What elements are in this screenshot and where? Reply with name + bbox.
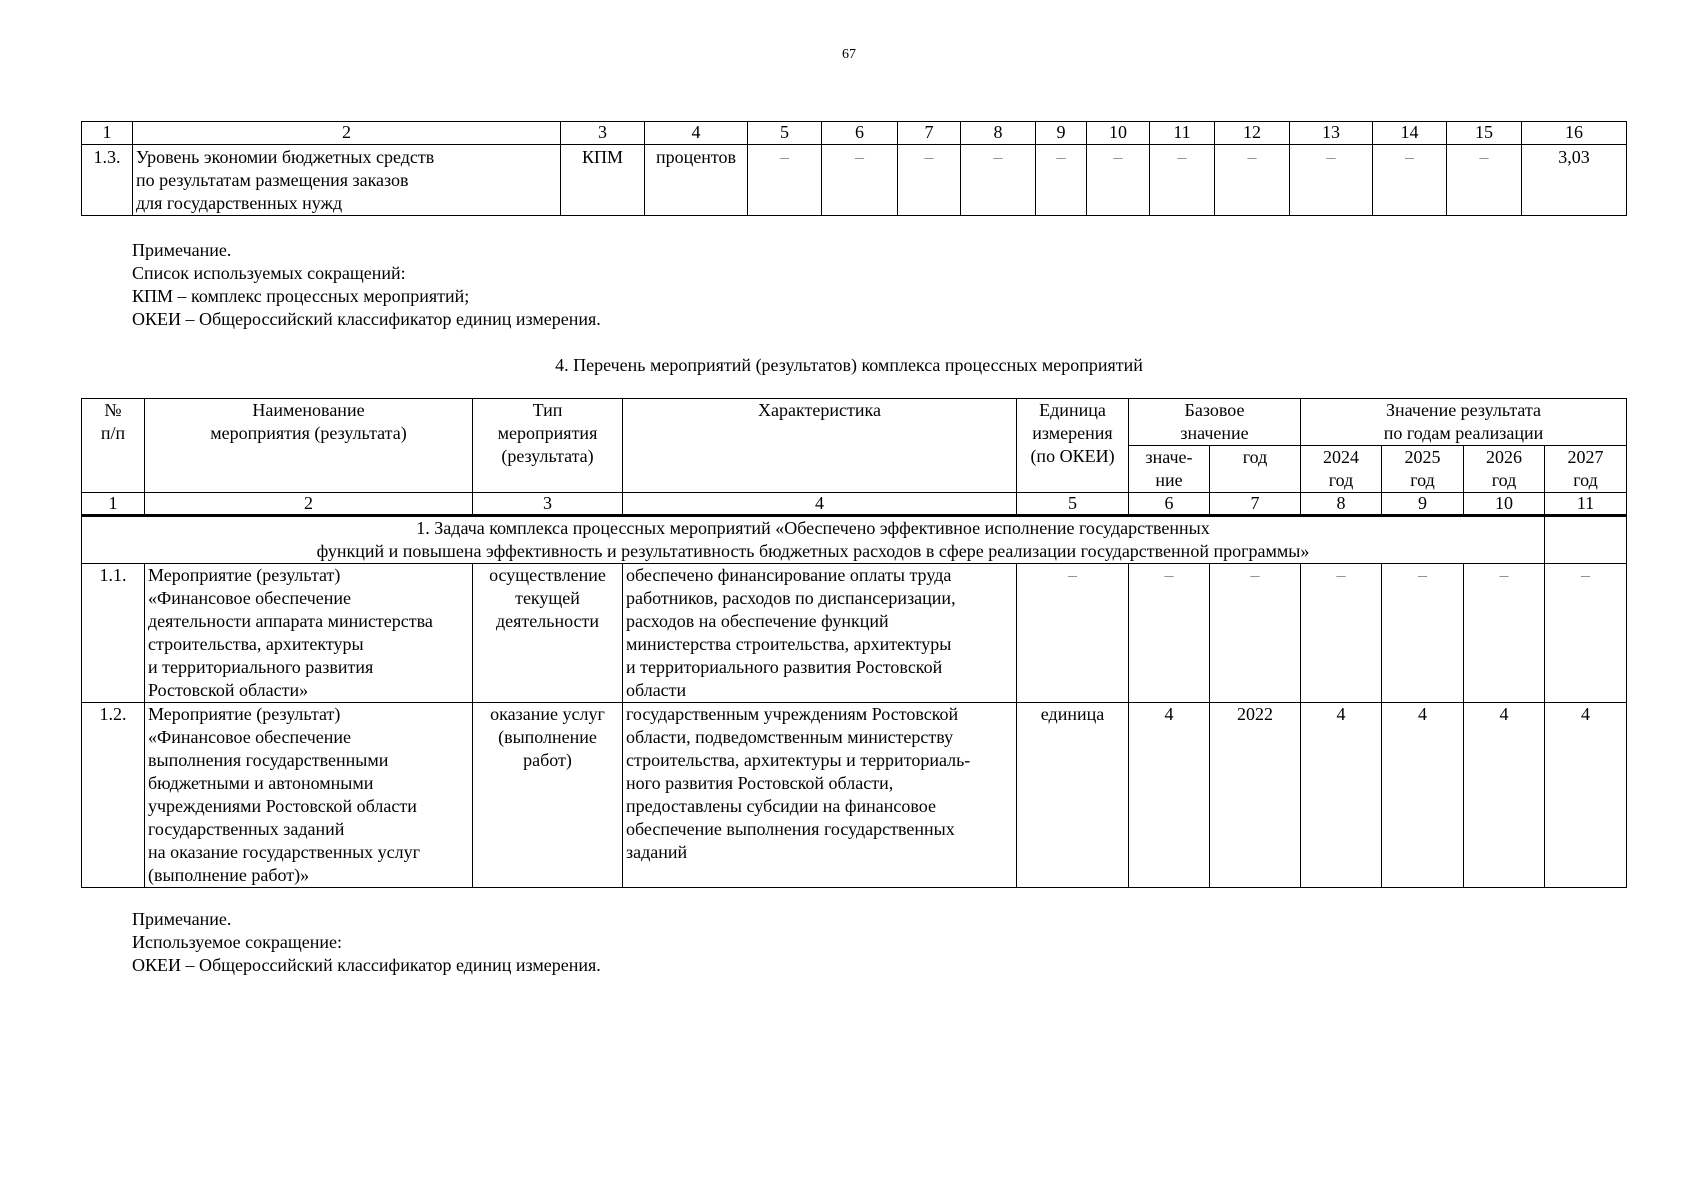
col-number: 9 <box>1382 493 1464 516</box>
empty-value: – <box>1290 145 1373 216</box>
note-line: Используемое сокращение: <box>132 932 342 952</box>
empty-value: – <box>1447 145 1522 216</box>
measure-unit: единица <box>1017 703 1129 888</box>
header-unit <box>1017 399 1129 493</box>
header-type <box>473 399 623 493</box>
table-row <box>82 703 1627 888</box>
text-line: заданий <box>626 842 688 862</box>
col-number: 4 <box>623 493 1017 516</box>
section-title: 4. Перечень мероприятий (результатов) комплекса процессных мероприятий <box>555 355 1143 375</box>
text-line: деятельности <box>495 611 600 631</box>
col-number: 8 <box>961 122 1036 145</box>
row-number: 1.3. <box>82 145 133 216</box>
text-line: осуществление <box>489 565 606 585</box>
header-line: Тип <box>532 400 563 420</box>
col-number: 3 <box>473 493 623 516</box>
header-line: Единица <box>1039 400 1106 420</box>
empty-value: – <box>822 145 898 216</box>
col-number: 4 <box>645 122 748 145</box>
col-number: 6 <box>822 122 898 145</box>
header-characteristic: Характеристика <box>623 399 1017 493</box>
text-line: строительства, архитектуры <box>148 634 364 654</box>
empty-value: – <box>1087 145 1150 216</box>
header-line: по годам реализации <box>1383 423 1544 443</box>
year-value: – <box>1545 564 1627 703</box>
measure-characteristic <box>623 703 1017 888</box>
col-number: 7 <box>898 122 961 145</box>
col-number: 10 <box>1464 493 1545 516</box>
text-line: обеспечено финансирование оплаты труда <box>626 565 952 585</box>
text-line: (выполнение <box>498 727 597 747</box>
task-row <box>82 516 1627 564</box>
measure-type <box>473 564 623 703</box>
header-num <box>82 399 145 493</box>
col-number: 11 <box>1150 122 1215 145</box>
text-line: выполнения государственными <box>148 750 389 770</box>
row-number: 1.2. <box>82 703 145 888</box>
header-result <box>1301 399 1627 446</box>
text-line: и территориального развития <box>148 657 374 677</box>
year-value: 4 <box>1464 703 1545 888</box>
text-line: деятельности аппарата министерства <box>148 611 433 631</box>
empty-value: – <box>1373 145 1447 216</box>
year-value: 4 <box>1545 703 1627 888</box>
measures-table <box>81 398 1627 888</box>
header-line: значение <box>1180 423 1249 443</box>
col-number: 2 <box>145 493 473 516</box>
header-line: год <box>1573 470 1598 490</box>
col-number: 9 <box>1036 122 1087 145</box>
col-number: 3 <box>561 122 645 145</box>
header-line: измерения <box>1032 423 1113 443</box>
note-line: Примечание. <box>132 240 232 260</box>
header-line: значе- <box>1145 447 1193 467</box>
text-line: и территориального развития Ростовской <box>626 657 943 677</box>
header-year-2024 <box>1301 446 1382 493</box>
task-line: функций и повышена эффективность и результативность бюджетных расходов в сфере реализации государственной программы» <box>316 541 1310 561</box>
header-line: год <box>1491 470 1517 490</box>
header-line: ние <box>1155 470 1183 490</box>
measure-type <box>473 703 623 888</box>
indicators-table-continuation <box>81 121 1627 216</box>
text-line: учреждениями Ростовской области <box>148 796 417 816</box>
header-line: год <box>1328 470 1354 490</box>
text-line: Мероприятие (результат) <box>148 704 341 724</box>
header-base-year: год <box>1210 446 1301 493</box>
measure-name <box>145 703 473 888</box>
empty-value: – <box>898 145 961 216</box>
text-line: предоставлены субсидии на финансовое <box>626 796 936 816</box>
text-line: работ) <box>523 750 572 770</box>
abbreviations-note <box>132 239 601 331</box>
text-line: Мероприятие (результат) <box>148 565 341 585</box>
task-line: 1. Задача комплекса процессных мероприятий «Обеспечено эффективное исполнение государственных <box>416 518 1210 538</box>
col-number: 5 <box>748 122 822 145</box>
empty-cell <box>1545 516 1627 564</box>
note-line: ОКЕИ – Общероссийский классификатор единиц измерения. <box>132 309 601 329</box>
note-line: Примечание. <box>132 909 232 929</box>
header-line: (по ОКЕИ) <box>1030 446 1115 466</box>
header-line: Наименование <box>252 400 365 420</box>
header-line: № <box>104 400 122 420</box>
text-line: государственных заданий <box>148 819 345 839</box>
col-number: 10 <box>1087 122 1150 145</box>
text-line: Ростовской области» <box>148 680 309 700</box>
measure-name <box>145 564 473 703</box>
column-number-row <box>82 122 1627 145</box>
header-line: 2025 <box>1404 447 1441 467</box>
text-line: обеспечение выполнения государственных <box>626 819 955 839</box>
col-number: 14 <box>1373 122 1447 145</box>
year-value: – <box>1382 564 1464 703</box>
task-text <box>82 516 1545 564</box>
measure-unit: – <box>1017 564 1129 703</box>
col-number: 11 <box>1545 493 1627 516</box>
base-value: – <box>1129 564 1210 703</box>
text-line: области <box>626 680 687 700</box>
header-line: 2027 <box>1567 447 1604 467</box>
text-line: Уровень экономии бюджетных средств <box>136 147 435 167</box>
column-number-row <box>82 493 1627 516</box>
text-line: расходов на обеспечение функций <box>626 611 889 631</box>
empty-value: – <box>1150 145 1215 216</box>
col-number: 5 <box>1017 493 1129 516</box>
text-line: (выполнение работ)» <box>148 865 310 885</box>
header-line: 2026 <box>1486 447 1522 467</box>
col-number: 15 <box>1447 122 1522 145</box>
indicator-type: КПМ <box>561 145 645 216</box>
col-number: 6 <box>1129 493 1210 516</box>
base-year: – <box>1210 564 1301 703</box>
note-line: ОКЕИ – Общероссийский классификатор единиц измерения. <box>132 955 601 975</box>
header-line: (результата) <box>501 446 594 466</box>
header-base-value <box>1129 446 1210 493</box>
measure-characteristic <box>623 564 1017 703</box>
text-line: строительства, архитектуры и территориаль- <box>626 750 971 770</box>
note-line: КПМ – комплекс процессных мероприятий; <box>132 286 470 306</box>
abbreviation-note <box>132 908 601 977</box>
text-line: «Финансовое обеспечение <box>148 727 352 747</box>
text-line: области, подведомственным министерству <box>626 727 954 747</box>
col-number: 12 <box>1215 122 1290 145</box>
col-number: 13 <box>1290 122 1373 145</box>
header-line: п/п <box>100 423 126 443</box>
year-value: 4 <box>1301 703 1382 888</box>
empty-value: – <box>1215 145 1290 216</box>
page-number: 67 <box>842 47 856 62</box>
note-line: Список используемых сокращений: <box>132 263 406 283</box>
header-line: год <box>1410 470 1435 490</box>
final-value: 3,03 <box>1522 145 1627 216</box>
text-line: бюджетными и автономными <box>148 773 374 793</box>
header-line: мероприятия (результата) <box>210 423 407 443</box>
text-line: оказание услуг <box>490 704 605 724</box>
col-number: 16 <box>1522 122 1627 145</box>
header-year-2027 <box>1545 446 1627 493</box>
empty-value: – <box>748 145 822 216</box>
header-base <box>1129 399 1301 446</box>
text-line: для государственных нужд <box>136 193 343 213</box>
text-line: министерства строительства, архитектуры <box>626 634 952 654</box>
header-name <box>145 399 473 493</box>
year-value: – <box>1301 564 1382 703</box>
header-line: 2024 <box>1323 447 1359 467</box>
col-number: 8 <box>1301 493 1382 516</box>
base-value: 4 <box>1129 703 1210 888</box>
text-line: текущей <box>515 588 580 608</box>
indicator-unit: процентов <box>645 145 748 216</box>
text-line: «Финансовое обеспечение <box>148 588 352 608</box>
col-number: 7 <box>1210 493 1301 516</box>
header-row <box>82 399 1627 446</box>
text-line: по результатам размещения заказов <box>136 170 409 190</box>
year-value: 4 <box>1382 703 1464 888</box>
base-year: 2022 <box>1210 703 1301 888</box>
text-line: ного развития Ростовской области, <box>626 773 894 793</box>
empty-value: – <box>1036 145 1087 216</box>
col-number: 2 <box>133 122 561 145</box>
table-row <box>82 564 1627 703</box>
header-year-2025 <box>1382 446 1464 493</box>
header-line: мероприятия <box>497 423 598 443</box>
indicator-name <box>133 145 561 216</box>
table-row <box>82 145 1627 216</box>
text-line: работников, расходов по диспансеризации, <box>626 588 956 608</box>
year-value: – <box>1464 564 1545 703</box>
empty-value: – <box>961 145 1036 216</box>
text-line: на оказание государственных услуг <box>148 842 421 862</box>
header-year-2026 <box>1464 446 1545 493</box>
header-line: Базовое <box>1184 400 1245 420</box>
header-line: Значение результата <box>1385 400 1542 420</box>
col-number: 1 <box>82 493 145 516</box>
row-number: 1.1. <box>82 564 145 703</box>
text-line: государственным учреждениям Ростовской <box>626 704 959 724</box>
col-number: 1 <box>82 122 133 145</box>
